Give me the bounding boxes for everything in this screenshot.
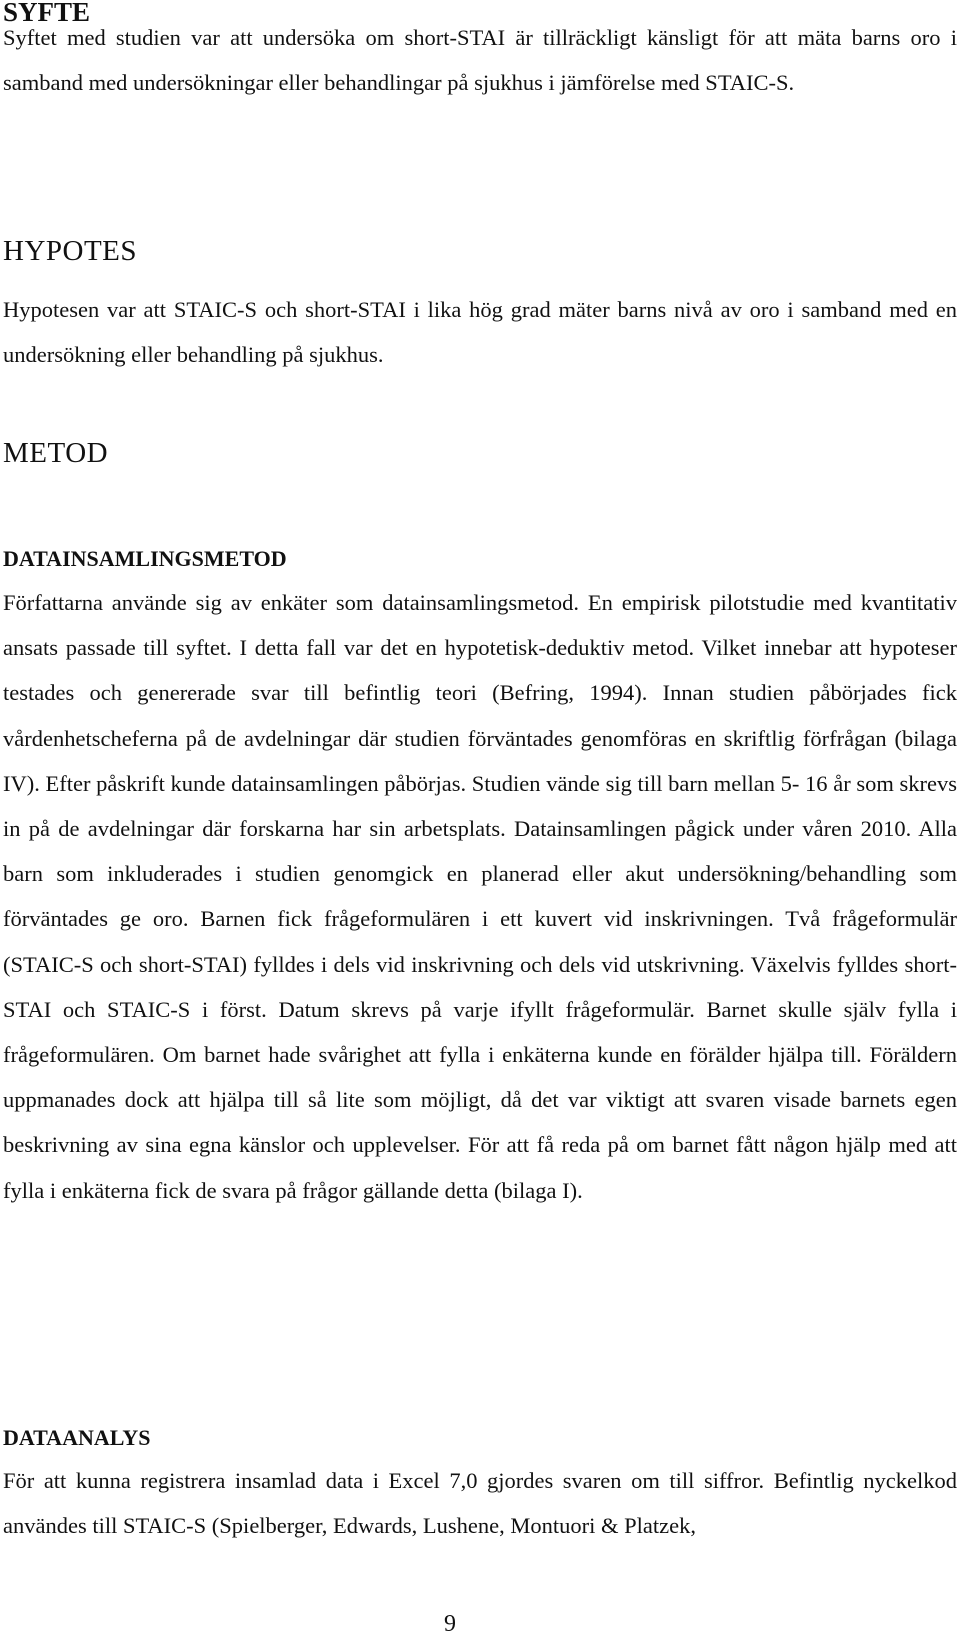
subsection-heading-dataanalys: DATAANALYS: [3, 1425, 151, 1450]
paragraph-datainsamlingsmetod: Författarna använde sig av enkäter som datainsamlingsmetod. En empirisk pilotstudie med kvantitativ ansats passade till syftet. I detta fall var det en hypotetisk-deduktiv metod. Vilket innebar att hypoteser testades och genererade svar till befintlig teori (Befring, 1994). Innan studien påbörjades fick vårdenhetscheferna på de avdelningar där studien förväntades genomföras en skriftlig förfrågan (bilaga IV). Efter påskrift kunde datainsamlingen påbörjas. Studien vände sig till barn mellan 5- 16 år som skrevs in på de avdelningar där forskarna har sin arbetsplats. Datainsamlingen pågick under våren 2010. Alla barn som inkluderades i studien genomgick en planerad eller akut undersökning/behandling som förväntades ge oro. Barnen fick frågeformulären i ett kuvert vid inskrivningen. Två frågeformulär (STAIC-S och short-STAI) fylldes i dels vid inskrivning och dels vid utskrivning. Växelvis fylldes short-STAI och STAIC-S i först. Datum skrevs på varje ifyllt frågeformulär. Barnet skulle själv fylla i frågeformulären. Om barnet hade svårighet att fylla i enkäterna kunde en förälder hjälpa till. Föräldern uppmanades dock att hjälpa till så lite som möjligt, då det var viktigt att svaren visade barnets egen beskrivning av sina egna känslor och upplevelser. För att få reda på om barnet fått någon hjälp med att fylla i enkäterna fick de svara på frågor gällande detta (bilaga I).: [3, 590, 957, 1203]
page-number: 9: [444, 1611, 456, 1637]
subsection-heading-datainsamlingsmetod: DATAINSAMLINGSMETOD: [3, 546, 287, 571]
paragraph-dataanalys: För att kunna registrera insamlad data i Excel 7,0 gjordes svaren om till siffror. Befintlig nyckelkod användes till STAIC-S (Spielberger, Edwards, Lushene, Montuori & Platzek,: [3, 1468, 957, 1539]
paragraph-hypotes: Hypotesen var att STAIC-S och short-STAI i lika hög grad mäter barns nivå av oro i samband med en undersökning eller behandling på sjukhus.: [3, 297, 957, 368]
section-heading-syfte: SYFTE: [3, 0, 91, 27]
paragraph-syfte: Syftet med studien var att undersöka om short-STAI är tillräckligt känsligt för att mäta barns oro i samband med undersökningar eller behandlingar på sjukhus i jämförelse med STAIC-S.: [3, 25, 957, 96]
section-heading-hypotes: HYPOTES: [3, 235, 138, 267]
section-heading-metod: METOD: [3, 437, 109, 469]
